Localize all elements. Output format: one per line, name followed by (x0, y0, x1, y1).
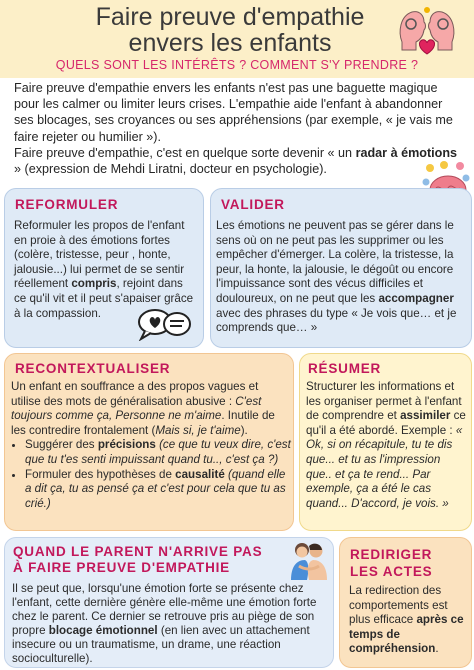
resumer-text-bold: assimiler (400, 409, 451, 423)
bullet2-text: Formuler des hypothèses de (25, 467, 176, 481)
parent-text-a: Il se peut que, lorsqu'une émotion forte se présente chez l'enfant, cette dernière génère elle-même une émotion forte chez le parent. Ce dernier se retrouve pris au piège de son propre (12, 582, 317, 637)
recontextualiser-intro (11, 380, 291, 438)
card-parent-title (13, 544, 262, 576)
resumer-text-a: Structurer les informations et les organiser permet à l'enfant de comprendre et (306, 380, 462, 423)
recontext-text-b: . Inutile de les contredire frontalement ( (11, 409, 275, 437)
recontext-italic-2: Mais si, je t'aime (155, 423, 241, 437)
card-rediriger-text (349, 584, 469, 657)
hugging-people-icon (287, 540, 331, 580)
page-title-line1: Faire preuve d'empathie (95, 3, 365, 31)
rediriger-text-b: . (435, 642, 439, 656)
list-item (25, 438, 291, 467)
intro-paragraph-2 (14, 145, 462, 177)
recontextualiser-list (11, 438, 291, 511)
card-rediriger-title-line2: LES ACTES (350, 564, 433, 579)
card-parent (4, 537, 334, 668)
card-rediriger (339, 537, 472, 668)
two-heads-heart-icon (396, 2, 458, 58)
parent-text-b: (en lien avec un attachement insecure ou un traumatisme, un drame, une réaction socioculturelle). (12, 623, 310, 665)
page-subtitle: QUELS SONT LES INTÉRÊTS ? COMMENT S'Y PRENDRE ? (55, 58, 419, 72)
resumer-text-b: ce qu'il a été abordé. Exemple : (306, 409, 466, 437)
valider-text-a: Les émotions ne peuvent pas se gérer dans le sens où on ne peut pas les supprimer ou les empêcher d'émerger. La colère, la tristesse, la peur, la honte, la jalousie, le dégoût ou encore l'impuissance sont des vécus difficiles et douloureux, on ne peut que les (216, 219, 454, 305)
card-rediriger-title (350, 546, 432, 580)
bullet2-italic: (quand elle a dit ça, tu as pensé ça et c'est pour cela que tu as crié.) (25, 467, 286, 510)
card-valider (210, 188, 472, 348)
recontext-italic-1: C'est toujours comme ça, Personne ne m'aime (11, 394, 262, 423)
rediriger-text-a: La redirection des comportements est plus efficace (349, 584, 448, 627)
card-parent-text (12, 582, 330, 665)
bullet1-text: Suggérer des (25, 438, 98, 452)
list-item (25, 468, 291, 512)
intro-paragraph-1: Faire preuve d'empathie envers les enfants n'est pas une baguette magique pour les calmer ou limiter leurs crises. L'empathie aide l'enfant à abandonner ses blocages, ses croyances ou ses appréhensions (par exemple, « je vais me faire rejeter ou humilier »). (14, 81, 453, 144)
intro-p2-text-b: » (expression de Mehdi Liratni, docteur en psychologie). (14, 162, 327, 177)
rediriger-text-bold: après ce temps de compréhension (349, 613, 464, 656)
reformuler-text-bold: compris (71, 277, 117, 291)
valider-text-b: avec des phrases du type « Je vois que… et je comprends que… » (216, 306, 457, 335)
reformuler-text-b: , rejoint dans ce qu'il vit et il peut s'apaiser grâce à la compassion. (14, 277, 194, 320)
card-reformuler-text (14, 219, 196, 321)
bullet1-italic: (ce que tu veux dire, c'est que tu t'es senti impuissant quand tu.., c'est ça ?) (25, 438, 291, 466)
card-recontextualiser-title: RECONTEXTUALISER (15, 361, 171, 376)
intro-text (14, 80, 462, 177)
card-reformuler (4, 188, 204, 348)
bullet1-bold: précisions (97, 438, 156, 452)
card-recontextualiser-text (11, 380, 291, 511)
recontext-text-a: Un enfant en souffrance a des propos vagues et utilise des mots de généralisation abusive : (11, 380, 259, 408)
bullet2-bold: causalité (175, 467, 225, 481)
intro-p2-text-a: Faire preuve d'empathie, c'est en quelque sorte devenir « un (14, 145, 356, 160)
valider-text-bold: accompagner (378, 291, 454, 305)
card-resumer (299, 353, 472, 531)
card-resumer-text (306, 380, 469, 511)
intro-p2-bold: radar à émotions (355, 145, 458, 160)
page-title-line2: envers les enfants (128, 29, 332, 57)
card-valider-title: VALIDER (221, 197, 285, 212)
card-parent-title-line2: À FAIRE PREUVE D'EMPATHIE (13, 560, 230, 575)
speech-bubbles-heart-icon (137, 307, 193, 341)
header-banner (0, 0, 474, 78)
card-parent-title-line1: QUAND LE PARENT N'ARRIVE PAS (13, 544, 263, 559)
reformuler-text-a: Reformuler les propos de l'enfant en proie à des émotions fortes (colère, tristesse, peur , honte, jalousie...) lui permet de se sentir réellement (14, 219, 185, 291)
card-resumer-title: RÉSUMER (308, 361, 382, 376)
card-reformuler-title: REFORMULER (15, 197, 119, 212)
parent-text-bold: blocage émotionnel (48, 623, 158, 637)
card-recontextualiser (4, 353, 294, 531)
resumer-text-italic: « Ok, si on récapitule, tu te dis que... et tu as l'impression que.. et ça te rend... Par exemple, ça a été le cas quand... D'accord, je vois. » (306, 423, 463, 510)
card-rediriger-title-line1: REDIRIGER (350, 547, 433, 562)
recontext-text-c: ). (240, 423, 248, 437)
card-valider-text (216, 219, 469, 336)
